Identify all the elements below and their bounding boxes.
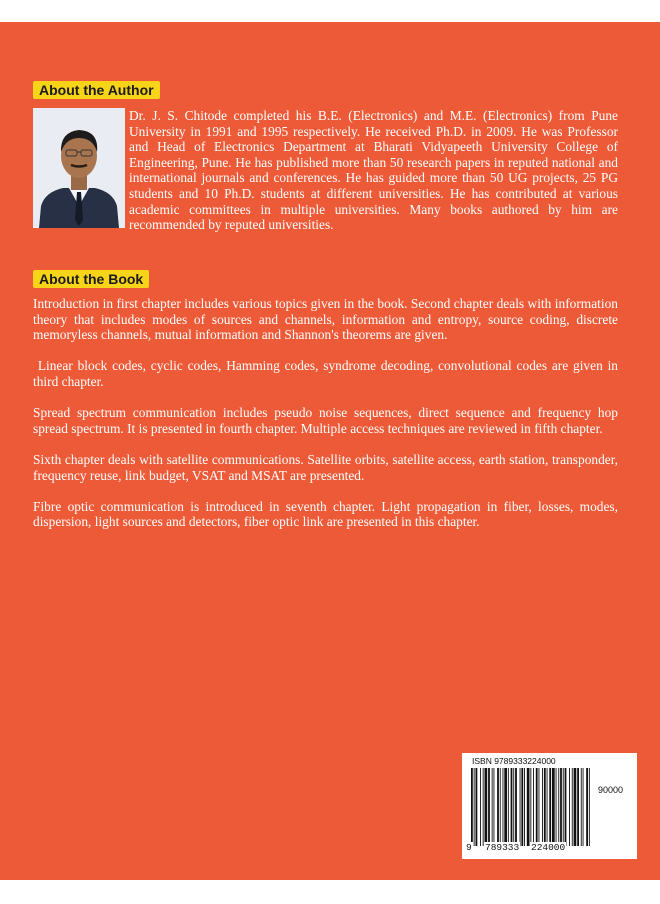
book-paragraph: Sixth chapter deals with satellite communications. Satellite orbits, satellite access, earth station, transponder, frequency reuse, link budget, VSAT and MSAT are presented. [33,451,618,483]
barcode-bar [563,768,564,846]
barcode-bar [513,768,514,846]
barcode-bar [577,768,579,846]
barcode-bar [542,768,543,846]
book-paragraph: Spread spectrum communication includes pseudo noise sequences, direct sequence and frequency hop spread spectrum. It is presented in fourth chapter. Multiple access techniques are reviewed in fifth chapter. [33,405,618,436]
barcode-digits-right: 224000 [531,842,566,853]
author-bio: Dr. J. S. Chitode completed his B.E. (Electronics) and M.E. (Electronics) from Pune University in 1991 and 1995 respectively. He received Ph.D. in 2009. He was Professor and Head of Electronics Department at Bharati Vidyapeeth University College of Engineering, Pune. He has published more than 50 research papers in reputed national and international journals and conferences. He has guided more than 50 UG projects, 25 PG students and 10 Ph.D. students at different universities. He has contributed at various academic committees in multiple universities. Many books authored by him are recommended by reputed universities. [129,108,618,233]
barcode-bar [511,768,513,846]
barcode-bar [483,768,484,846]
barcode-bar [569,768,570,846]
barcode-bar [536,768,538,846]
barcode-bar [500,768,501,846]
barcode-bar [524,768,525,846]
barcode-bar [492,768,493,846]
barcode-bar [544,768,546,846]
price-code: 90000 [597,785,623,795]
barcode-bar [539,768,540,846]
barcode-bar [480,768,481,846]
barcode-bar [574,768,577,846]
author-photo [33,108,125,228]
barcode-bars [470,768,592,848]
about-book-heading: About the Book [33,270,149,288]
barcode-bar [583,768,584,846]
barcode-bar [547,768,548,846]
barcode-bar [471,768,473,846]
barcode-bar [521,768,523,846]
barcode-bar [515,768,517,846]
barcode-bar [556,768,557,846]
barcode-bar [530,768,531,846]
book-description [33,296,622,546]
barcode-bar [560,768,562,846]
barcode-bar [497,768,499,846]
barcode-bar [527,768,530,846]
barcode-bar [565,768,567,846]
barcode-digits-left: 789333 [485,842,520,853]
barcode-bar [504,768,507,846]
isbn-label: ISBN 9789333224000 [472,756,556,766]
barcode-bar [549,768,551,846]
barcode-bar [581,768,582,846]
barcode-bar [552,768,555,846]
barcode-bar [503,768,504,846]
barcode-bar [586,768,588,846]
barcode-bar [572,768,573,846]
barcode-bar [508,768,509,846]
barcode-bar [474,768,475,846]
barcode-bar [476,768,478,846]
barcode-bar [533,768,534,846]
barcode-bar [485,768,488,846]
barcode-bar [488,768,490,846]
isbn-barcode [462,753,637,859]
barcode-bar [558,768,559,846]
about-author-heading: About the Author [33,81,160,99]
barcode-bar [520,768,521,846]
barcode-bar [589,768,590,846]
book-paragraph: Introduction in first chapter includes various topics given in the book. Second chapter deals with information theory that includes modes of sources and channels, information and entropy, source coding, discrete memoryless channels, mutual information and Shannon's theorems are given. [33,296,618,343]
book-paragraph: Fibre optic communication is introduced in seventh chapter. Light propagation in fiber, losses, modes, dispersion, light sources and detectors, fiber optic link are presented in this chapter. [33,498,618,530]
back-cover [0,22,660,880]
book-paragraph: Linear block codes, cyclic codes, Hamming codes, syndrome decoding, convolutional codes are given in third chapter. [33,358,622,389]
barcode-bar [494,768,495,846]
barcode-digit-1: 9 [466,842,472,853]
